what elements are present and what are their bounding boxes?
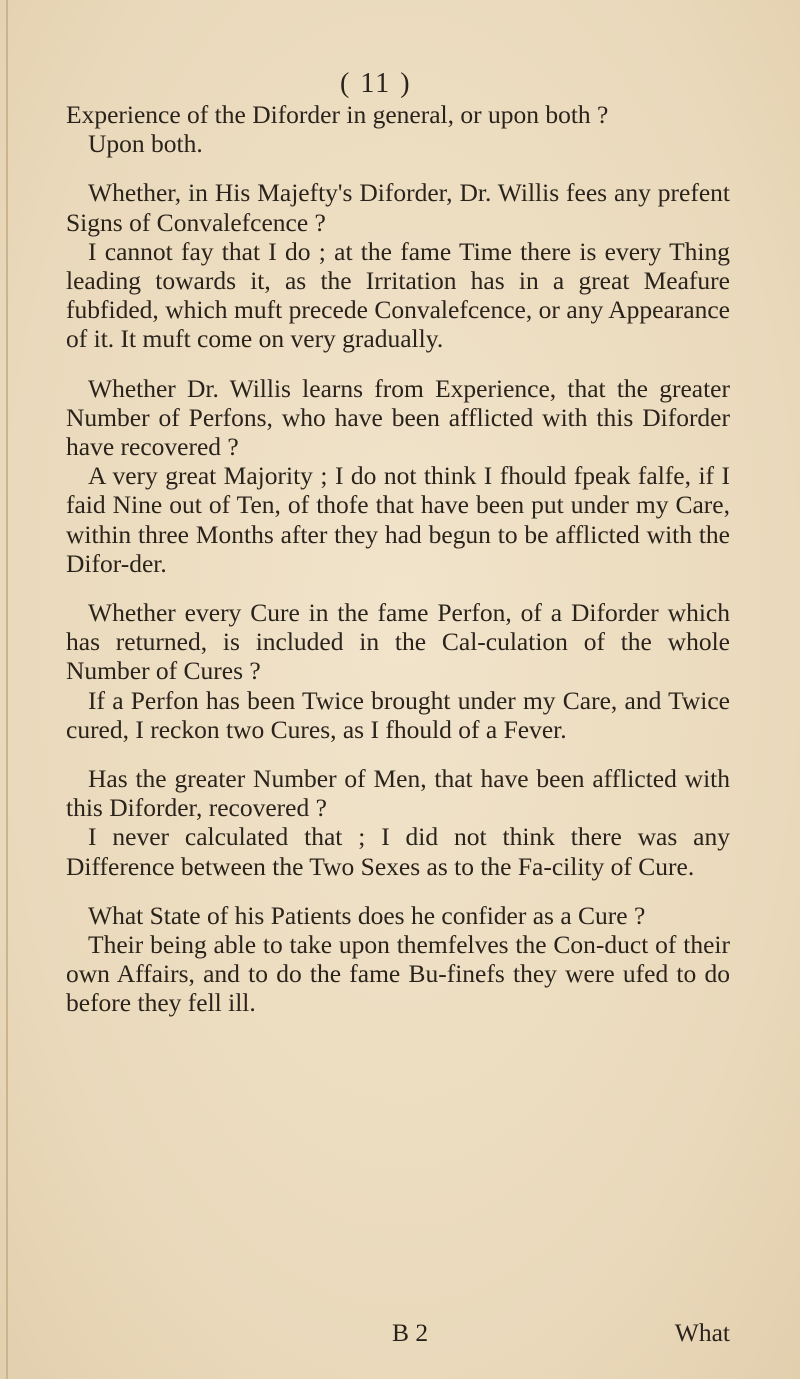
question-paragraph: Whether, in His Majefty's Diforder, Dr. Willis fees any prefent Signs of Convalefcence ? xyxy=(66,178,730,237)
answer-paragraph: I never calculated that ; I did not think there was any Difference between the Two Sexes as to the Fa-cility of Cure. xyxy=(66,822,730,881)
answer-paragraph: I cannot fay that I do ; at the fame Time there is every Thing leading towards it, as the Irritation has in a great Meafure fubfided, which muft precede Convalefcence, or any Appearance of it. It muft come on very gradually. xyxy=(66,236,730,354)
answer-paragraph: A very great Majority ; I do not think I fhould fpeak falfe, if I faid Nine out of Ten, of thofe that have been put under my Care, within three Months after they had begun to be afflicted with the Difor-der. xyxy=(66,461,730,578)
signature-mark: B 2 xyxy=(392,1318,429,1347)
page-edge xyxy=(6,0,8,1379)
page-number: ( 11 ) xyxy=(340,68,412,99)
paragraph-gap xyxy=(66,578,730,598)
question-paragraph: Whether Dr. Willis learns from Experience, that the greater Number of Perfons, who have been afflicted with this Diforder have recovered ? xyxy=(66,373,730,462)
question-paragraph: Whether every Cure in the fame Perfon, of a Diforder which has returned, is included in the Cal-culation of the whole Number of Cures ? xyxy=(66,598,730,686)
paragraph-gap xyxy=(66,354,730,374)
page-footer xyxy=(66,1318,730,1350)
paragraph-gap xyxy=(66,881,730,901)
answer-paragraph: Their being able to take upon themfelves the Con-duct of their own Affairs, and to do the fame Bu-finefs they were ufed to do before they fell ill. xyxy=(66,930,730,1018)
question-paragraph: Experience of the Diforder in general, or upon both ? xyxy=(66,100,609,129)
catchword: What xyxy=(674,1318,730,1347)
question-paragraph: What State of his Patients does he confider as a Cure ? xyxy=(88,900,646,930)
paragraph-gap xyxy=(66,744,730,764)
question-paragraph: Has the greater Number of Men, that have been afflicted with this Diforder, recovered ? xyxy=(66,764,730,823)
answer-paragraph: Upon both. xyxy=(88,129,203,159)
answer-paragraph: If a Perfon has been Twice brought under my Care, and Twice cured, I reckon two Cures, as I fhould of a Fever. xyxy=(66,685,730,744)
paragraph-gap xyxy=(66,158,730,178)
body-text xyxy=(66,100,730,1018)
